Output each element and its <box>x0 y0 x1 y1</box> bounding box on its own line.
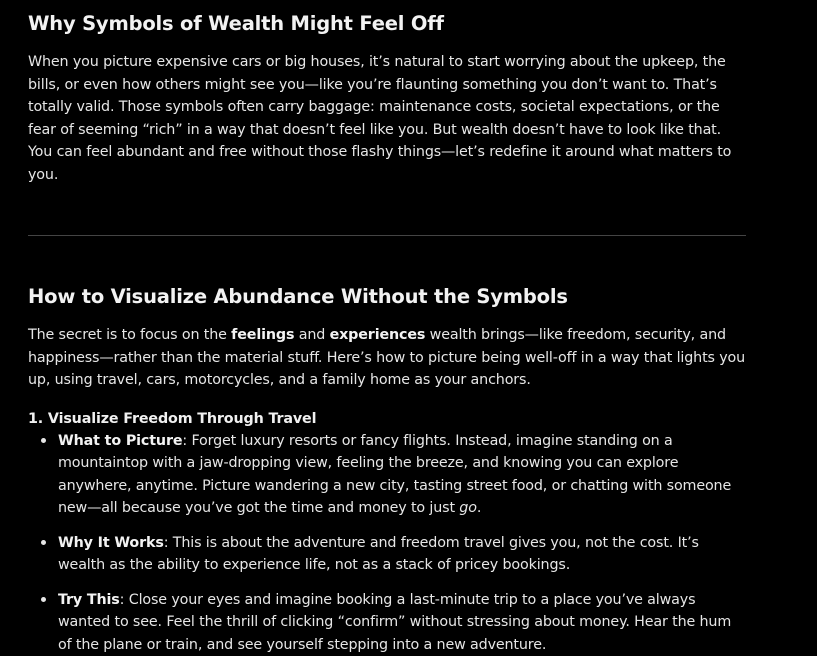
bullet-list-travel <box>28 430 746 656</box>
section-heading-visualize-abundance: How to Visualize Abundance Without the Symbols <box>28 283 746 311</box>
bullet-text: : Close your eyes and imagine booking a last-minute trip to a place you’ve always wanted to see. Feel the thrill of clicking “confirm” without stressing about money. Hear the hum of the plane or train, and see yourself stepping into a new adventure. <box>58 592 731 653</box>
bullet-emphasis: go <box>459 500 477 516</box>
bullet-paragraph <box>58 430 746 520</box>
step-heading-travel: 1. Visualize Freedom Through Travel <box>28 408 746 430</box>
bullet-text: : Forget luxury resorts or fancy flights. Instead, imagine standing on a mountaintop with a jaw-dropping view, feeling the breeze, and knowing you can explore anywhere, anytime. Picture wandering a new city, tasting street food, or chatting with someone new—all because you’ve got the time and money to just <box>58 433 731 517</box>
list-item-what-to-picture <box>28 430 746 520</box>
bullet-text: : This is about the adventure and freedom travel gives you, not the cost. It’s wealth as the ability to experience life, not as a stack of pricey bookings. <box>58 535 699 574</box>
bullet-label: Why It Works <box>58 535 164 551</box>
intro-text-part2: and <box>294 327 329 343</box>
bullet-label: Try This <box>58 592 120 608</box>
bullet-dot-icon <box>41 540 46 545</box>
bullet-dot-icon <box>41 438 46 443</box>
list-item-why-it-works <box>28 532 746 577</box>
section-divider <box>28 235 746 236</box>
intro-bold-experiences: experiences <box>330 327 426 343</box>
intro-text-part3: wealth brings—like freedom, security, and happiness—rather than the material stuff. Here’s how to picture being well-off in a way that lights you up, using travel, cars, motorcycles, and a family home as your anchors. <box>28 327 745 388</box>
section-heading-symbols-of-wealth: Why Symbols of Wealth Might Feel Off <box>28 10 746 38</box>
bullet-paragraph <box>58 532 746 577</box>
intro-text-part1: The secret is to focus on the <box>28 327 231 343</box>
bullet-text-tail: . <box>477 500 481 516</box>
intro-bold-feelings: feelings <box>231 327 294 343</box>
bullet-label: What to Picture <box>58 433 182 449</box>
section-intro-paragraph <box>28 324 746 392</box>
article-content <box>28 0 746 656</box>
section-paragraph-symbols-of-wealth: When you picture expensive cars or big houses, it’s natural to start worrying about the upkeep, the bills, or even how others might see you—like you’re flaunting something you don’t want to. That’s totally valid. Those symbols often carry baggage: maintenance costs, societal expectations, or the fear of seeming “rich” in a way that doesn’t feel like you. But wealth doesn’t have to look like that. You can feel abundant and free without those flashy things—let’s redefine it around what matters to you. <box>28 51 746 186</box>
bullet-dot-icon <box>41 597 46 602</box>
